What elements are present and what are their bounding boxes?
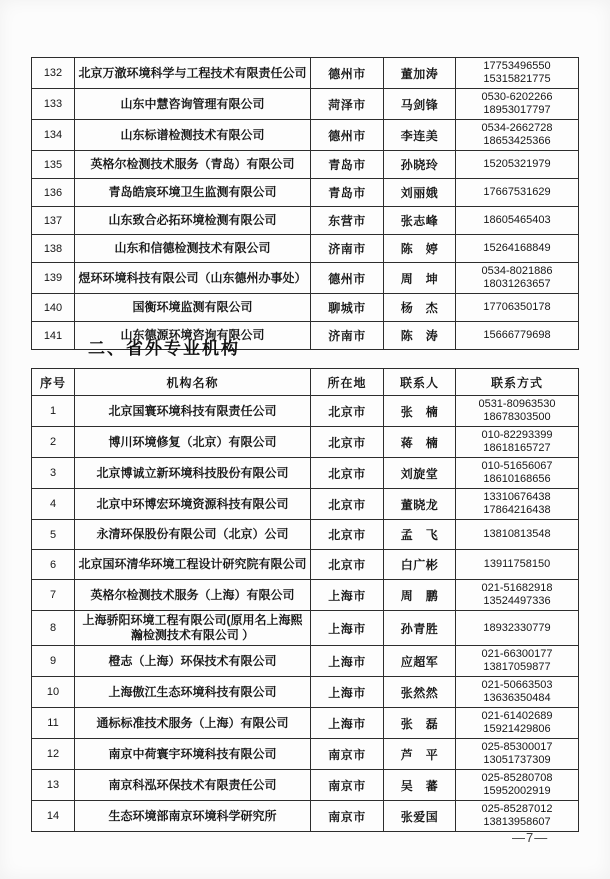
phone-number: 15952002919 xyxy=(483,785,551,797)
cell-institution-name: 煜环环境科技有限公司（山东德州办事处） xyxy=(75,263,311,294)
cell-location: 南京市 xyxy=(311,770,384,801)
phone-number: 18031263657 xyxy=(483,278,551,290)
cell-location: 青岛市 xyxy=(311,179,384,207)
phone-number: 025-85287012 xyxy=(481,803,553,815)
cell-contact-phone xyxy=(456,322,579,350)
cell-contact-phone xyxy=(456,89,579,120)
phone-number: 13813958607 xyxy=(483,816,551,828)
cell-location: 北京市 xyxy=(311,520,384,550)
cell-row-number: 4 xyxy=(32,489,75,520)
cell-contact-phone xyxy=(456,708,579,739)
cell-row-number: 6 xyxy=(32,550,75,580)
cell-institution-name: 青岛皓宸环境卫生监测有限公司 xyxy=(75,179,311,207)
cell-institution-name: 南京中荷寰宇环境科技有限公司 xyxy=(75,739,311,770)
phone-number: 17706350178 xyxy=(483,301,551,313)
table-row xyxy=(32,89,579,120)
cell-institution-name: 南京科泓环保技术有限责任公司 xyxy=(75,770,311,801)
cell-contact-person: 白广彬 xyxy=(384,550,456,580)
cell-institution-name: 通标标准技术服务（上海）有限公司 xyxy=(75,708,311,739)
cell-institution-name: 山东致合必拓环境检测有限公司 xyxy=(75,207,311,235)
phone-number: 17864216438 xyxy=(483,504,551,516)
cell-location: 德州市 xyxy=(311,120,384,151)
section-heading: 二、省外专业机构 xyxy=(88,339,240,358)
cell-contact-phone xyxy=(456,120,579,151)
phone-number: 010-51656067 xyxy=(481,460,553,472)
out-of-province-institutions-table xyxy=(31,368,579,832)
cell-institution-name: 国衡环境监测有限公司 xyxy=(75,294,311,322)
phone-number: 0534-2662728 xyxy=(481,122,553,134)
cell-contact-phone xyxy=(456,739,579,770)
cell-row-number: 134 xyxy=(32,120,75,151)
cell-contact-person: 张 楠 xyxy=(384,396,456,427)
table-row xyxy=(32,120,579,151)
table-row xyxy=(32,677,579,708)
phone-number: 021-66300177 xyxy=(481,648,553,660)
table-row xyxy=(32,520,579,550)
cell-contact-person: 孙晓玲 xyxy=(384,151,456,179)
cell-contact-person: 董加涛 xyxy=(384,58,456,89)
cell-contact-phone xyxy=(456,520,579,550)
phone-number: 021-50663503 xyxy=(481,679,553,691)
phone-number: 021-61402689 xyxy=(481,710,553,722)
cell-institution-name: 山东德源环境咨询有限公司 xyxy=(75,322,311,350)
cell-contact-person: 孙青胜 xyxy=(384,611,456,646)
column-header-contact: 联系人 xyxy=(384,369,456,396)
cell-row-number: 138 xyxy=(32,235,75,263)
table-row xyxy=(32,151,579,179)
cell-institution-name: 英格尔检测技术服务（上海）有限公司 xyxy=(75,580,311,611)
phone-number: 15205321979 xyxy=(483,158,551,170)
cell-location: 济南市 xyxy=(311,322,384,350)
table-row xyxy=(32,489,579,520)
cell-contact-phone xyxy=(456,489,579,520)
phone-number: 15921429806 xyxy=(483,723,551,735)
cell-institution-name: 博川环境修复（北京）有限公司 xyxy=(75,427,311,458)
cell-row-number: 11 xyxy=(32,708,75,739)
cell-contact-person: 孟 飞 xyxy=(384,520,456,550)
cell-location: 北京市 xyxy=(311,396,384,427)
table-row xyxy=(32,458,579,489)
cell-contact-phone xyxy=(456,801,579,832)
table-row xyxy=(32,263,579,294)
cell-contact-person: 马剑锋 xyxy=(384,89,456,120)
cell-contact-phone xyxy=(456,263,579,294)
phone-number: 18678303500 xyxy=(483,411,551,423)
phone-number: 17667531629 xyxy=(483,186,551,198)
phone-number: 13524497336 xyxy=(483,595,551,607)
cell-contact-person: 刘旋堂 xyxy=(384,458,456,489)
cell-location: 德州市 xyxy=(311,263,384,294)
table-header-row xyxy=(32,369,579,396)
cell-contact-person: 张然然 xyxy=(384,677,456,708)
cell-location: 德州市 xyxy=(311,58,384,89)
cell-location: 上海市 xyxy=(311,646,384,677)
cell-row-number: 14 xyxy=(32,801,75,832)
cell-contact-phone xyxy=(456,458,579,489)
cell-contact-phone xyxy=(456,179,579,207)
cell-institution-name: 山东和信德检测技术有限公司 xyxy=(75,235,311,263)
phone-number: 18605465403 xyxy=(483,214,551,226)
phone-number: 010-82293399 xyxy=(481,429,553,441)
cell-contact-person: 周 坤 xyxy=(384,263,456,294)
page-number: —7— xyxy=(512,830,549,845)
cell-contact-person: 张志峰 xyxy=(384,207,456,235)
cell-row-number: 137 xyxy=(32,207,75,235)
cell-row-number: 5 xyxy=(32,520,75,550)
cell-contact-phone xyxy=(456,770,579,801)
cell-institution-name: 北京中环博宏环境资源科技有限公司 xyxy=(75,489,311,520)
cell-institution-name: 生态环境部南京环境科学研究所 xyxy=(75,801,311,832)
cell-institution-name: 北京国环清华环境工程设计研究院有限公司 xyxy=(75,550,311,580)
cell-location: 南京市 xyxy=(311,739,384,770)
table-row xyxy=(32,179,579,207)
phone-number: 13810813548 xyxy=(483,528,551,540)
cell-institution-name: 北京万澈环境科学与工程技术有限责任公司 xyxy=(75,58,311,89)
column-header-no: 序号 xyxy=(32,369,75,396)
cell-institution-name: 山东标谱检测技术有限公司 xyxy=(75,120,311,151)
column-header-city: 所在地 xyxy=(311,369,384,396)
table-row xyxy=(32,708,579,739)
cell-row-number: 141 xyxy=(32,322,75,350)
cell-contact-phone xyxy=(456,207,579,235)
table-row xyxy=(32,646,579,677)
cell-institution-name: 上海傲江生态环境科技有限公司 xyxy=(75,677,311,708)
cell-institution-name: 永清环保股份有限公司（北京）公司 xyxy=(75,520,311,550)
table-row xyxy=(32,770,579,801)
cell-contact-person: 张 磊 xyxy=(384,708,456,739)
cell-row-number: 7 xyxy=(32,580,75,611)
cell-contact-phone xyxy=(456,611,579,646)
cell-row-number: 136 xyxy=(32,179,75,207)
cell-institution-name: 上海骄阳环境工程有限公司(原用名上海熙瀚检测技术有限公司 ） xyxy=(75,611,311,646)
cell-row-number: 10 xyxy=(32,677,75,708)
phone-number: 13051737309 xyxy=(483,754,551,766)
phone-number: 15666779698 xyxy=(483,329,551,341)
phone-number: 0531-80963530 xyxy=(478,398,556,410)
cell-row-number: 140 xyxy=(32,294,75,322)
cell-contact-phone xyxy=(456,294,579,322)
phone-number: 025-85300017 xyxy=(481,741,553,753)
phone-number: 13636350484 xyxy=(483,692,551,704)
cell-location: 上海市 xyxy=(311,611,384,646)
cell-contact-phone xyxy=(456,550,579,580)
phone-number: 13911758150 xyxy=(483,558,551,570)
phone-number: 021-51682918 xyxy=(481,582,553,594)
cell-contact-person: 周 鹏 xyxy=(384,580,456,611)
cell-row-number: 139 xyxy=(32,263,75,294)
cell-contact-phone xyxy=(456,151,579,179)
cell-contact-phone xyxy=(456,58,579,89)
cell-contact-person: 蒋 楠 xyxy=(384,427,456,458)
cell-location: 菏泽市 xyxy=(311,89,384,120)
cell-institution-name: 北京博诚立新环境科技股份有限公司 xyxy=(75,458,311,489)
cell-row-number: 13 xyxy=(32,770,75,801)
cell-contact-person: 杨 杰 xyxy=(384,294,456,322)
column-header-phone: 联系方式 xyxy=(456,369,579,396)
cell-location: 南京市 xyxy=(311,801,384,832)
cell-location: 北京市 xyxy=(311,489,384,520)
phone-number: 13310676438 xyxy=(483,491,551,503)
phone-number: 18653425366 xyxy=(483,135,551,147)
table-row xyxy=(32,801,579,832)
cell-row-number: 132 xyxy=(32,58,75,89)
province-institutions-table-continued xyxy=(31,57,579,350)
phone-number: 13817059877 xyxy=(483,661,551,673)
cell-contact-phone xyxy=(456,235,579,263)
cell-contact-person: 张爱国 xyxy=(384,801,456,832)
cell-row-number: 9 xyxy=(32,646,75,677)
cell-location: 北京市 xyxy=(311,550,384,580)
cell-institution-name: 山东中慧咨询管理有限公司 xyxy=(75,89,311,120)
phone-number: 0534-8021886 xyxy=(481,265,553,277)
cell-contact-phone xyxy=(456,396,579,427)
column-header-name: 机构名称 xyxy=(75,369,311,396)
cell-location: 青岛市 xyxy=(311,151,384,179)
cell-location: 聊城市 xyxy=(311,294,384,322)
table-row xyxy=(32,207,579,235)
table-row xyxy=(32,580,579,611)
cell-location: 东营市 xyxy=(311,207,384,235)
cell-location: 济南市 xyxy=(311,235,384,263)
cell-contact-phone xyxy=(456,646,579,677)
table-row xyxy=(32,58,579,89)
cell-row-number: 135 xyxy=(32,151,75,179)
table-row xyxy=(32,739,579,770)
cell-contact-person: 董晓龙 xyxy=(384,489,456,520)
cell-contact-person: 芦 平 xyxy=(384,739,456,770)
cell-contact-person: 应超军 xyxy=(384,646,456,677)
phone-number: 15264168849 xyxy=(483,242,551,254)
phone-number: 18932330779 xyxy=(483,621,551,634)
cell-institution-name: 英格尔检测技术服务（青岛）有限公司 xyxy=(75,151,311,179)
phone-number: 025-85280708 xyxy=(481,772,553,784)
cell-row-number: 2 xyxy=(32,427,75,458)
cell-location: 北京市 xyxy=(311,458,384,489)
cell-contact-person: 陈 涛 xyxy=(384,322,456,350)
phone-number: 18610168656 xyxy=(483,473,551,485)
cell-row-number: 1 xyxy=(32,396,75,427)
table-row xyxy=(32,235,579,263)
phone-number: 15315821775 xyxy=(483,73,551,85)
cell-contact-person: 陈 婷 xyxy=(384,235,456,263)
table-row xyxy=(32,611,579,646)
phone-number: 17753496550 xyxy=(483,60,551,72)
cell-row-number: 133 xyxy=(32,89,75,120)
table-row xyxy=(32,550,579,580)
phone-number: 18953017797 xyxy=(483,104,551,116)
table-row xyxy=(32,294,579,322)
cell-contact-phone xyxy=(456,427,579,458)
cell-location: 上海市 xyxy=(311,708,384,739)
cell-row-number: 3 xyxy=(32,458,75,489)
cell-contact-phone xyxy=(456,677,579,708)
cell-contact-phone xyxy=(456,580,579,611)
cell-location: 北京市 xyxy=(311,427,384,458)
cell-row-number: 12 xyxy=(32,739,75,770)
cell-contact-person: 刘丽娥 xyxy=(384,179,456,207)
cell-contact-person: 吴 蕃 xyxy=(384,770,456,801)
phone-number: 0530-6202266 xyxy=(481,91,553,103)
phone-number: 18618165727 xyxy=(483,442,551,454)
cell-institution-name: 北京国寰环境科技有限责任公司 xyxy=(75,396,311,427)
table-row xyxy=(32,396,579,427)
cell-location: 上海市 xyxy=(311,580,384,611)
cell-row-number: 8 xyxy=(32,611,75,646)
cell-institution-name: 橙志（上海）环保技术有限公司 xyxy=(75,646,311,677)
cell-location: 上海市 xyxy=(311,677,384,708)
table-row xyxy=(32,427,579,458)
cell-contact-person: 李连美 xyxy=(384,120,456,151)
